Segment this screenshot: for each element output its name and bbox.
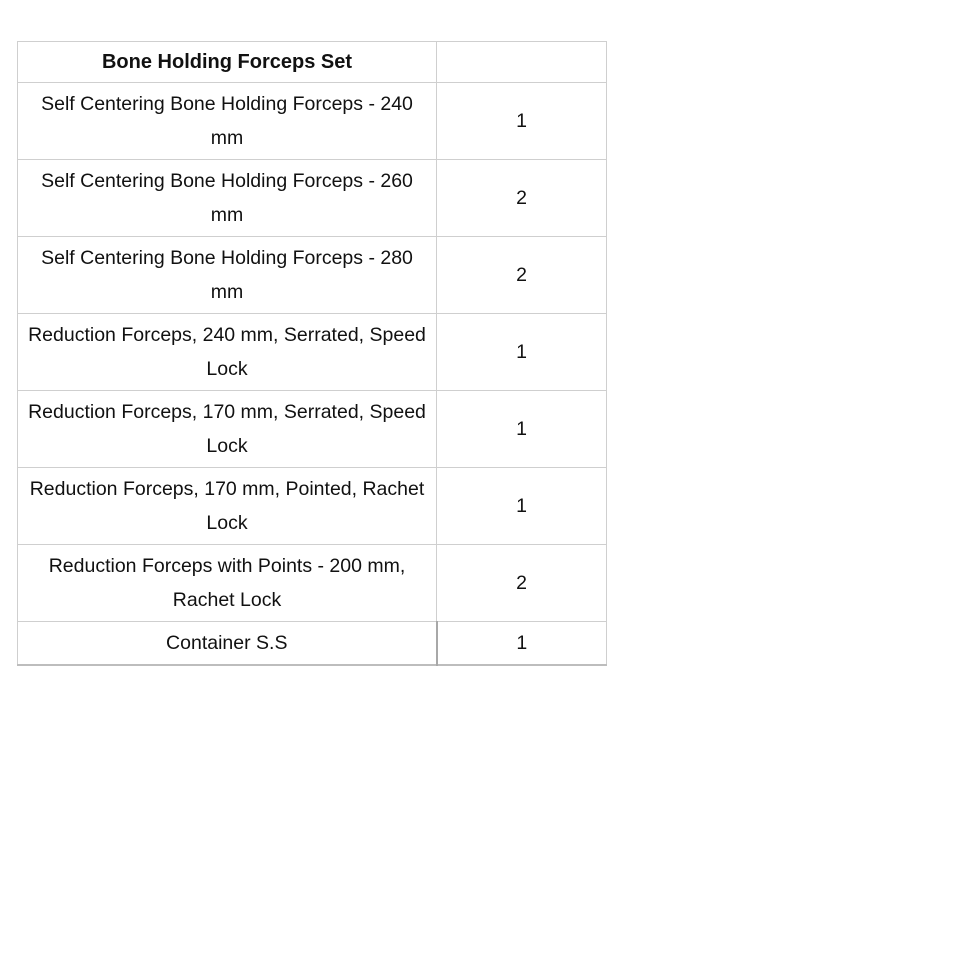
item-quantity: 2 [437,545,607,622]
forceps-set-table [17,41,607,666]
table-header-row [18,42,607,83]
forceps-set-table-container [17,41,607,666]
item-name: Reduction Forceps, 170 mm, Serrated, Speed Lock [18,391,437,468]
quantity-header [437,42,607,83]
table-title: Bone Holding Forceps Set [18,42,437,83]
item-name: Self Centering Bone Holding Forceps - 240 mm [18,83,437,160]
item-name: Self Centering Bone Holding Forceps - 280 mm [18,237,437,314]
item-quantity: 1 [437,314,607,391]
item-name: Reduction Forceps with Points - 200 mm, Rachet Lock [18,545,437,622]
table-row [18,468,607,545]
table-row [18,160,607,237]
item-quantity: 1 [437,83,607,160]
table-row [18,622,607,666]
item-name: Self Centering Bone Holding Forceps - 260 mm [18,160,437,237]
item-quantity: 1 [437,622,607,666]
table-row [18,314,607,391]
item-quantity: 2 [437,160,607,237]
item-name: Container S.S [18,622,437,666]
item-quantity: 1 [437,391,607,468]
item-name: Reduction Forceps, 240 mm, Serrated, Speed Lock [18,314,437,391]
table-row [18,391,607,468]
item-name: Reduction Forceps, 170 mm, Pointed, Rachet Lock [18,468,437,545]
item-quantity: 2 [437,237,607,314]
table-row [18,237,607,314]
item-quantity: 1 [437,468,607,545]
table-row [18,545,607,622]
table-row [18,83,607,160]
